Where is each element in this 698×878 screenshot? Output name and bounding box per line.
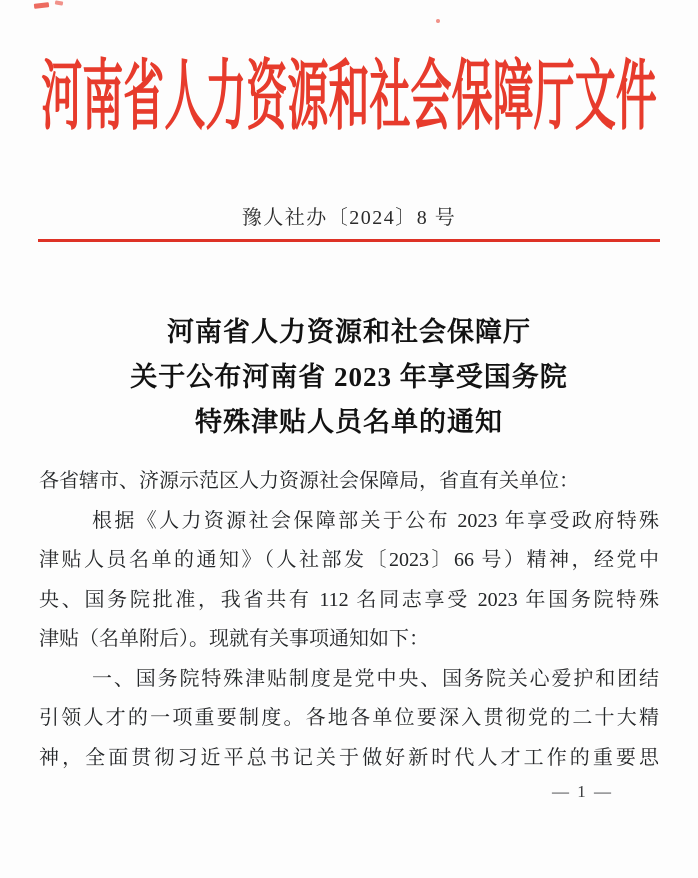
scan-artifact-mark [55, 0, 64, 5]
document-number: 豫人社办〔2024〕8 号 [241, 207, 457, 229]
body-line-5: 津贴（名单附后）。现就有关事项通知如下： [39, 628, 429, 650]
body-line-4: 央、国务院批准，我省共有 112 名同志享受 2023 年国务院特殊 [39, 588, 659, 611]
document-title-line-2: 关于公布河南省 2023 年享受国务院 [130, 362, 568, 392]
red-divider-line [38, 239, 660, 242]
letterhead-title: 河南省人力资源和社会保障厅文件 [41, 53, 657, 139]
scan-artifact-dot [436, 19, 440, 23]
document-title-line-1: 河南省人力资源和社会保障厅 [167, 317, 531, 347]
body-line-2: 根据《人力资源社会保障部关于公布 2023 年享受政府特殊 [92, 509, 659, 532]
letterhead [0, 40, 698, 140]
body-line-3: 津贴人员名单的通知》（人社部发〔2023〕66 号）精神，经党中 [39, 549, 659, 571]
body-line-6: 一、国务院特殊津贴制度是党中央、国务院关心爱护和团结 [92, 667, 659, 690]
document-title-line-3: 特殊津贴人员名单的通知 [195, 407, 503, 437]
body-line-1: 各省辖市、济源示范区人力资源社会保障局，省直有关单位： [39, 470, 579, 492]
document-body [39, 462, 659, 778]
document-title [0, 310, 698, 445]
scan-artifact-mark [34, 2, 49, 9]
page-number: — 1 — [552, 782, 613, 801]
body-line-7: 引领人才的一项重要制度。各地各单位要深入贯彻党的二十大精 [39, 707, 659, 729]
body-line-8: 神，全面贯彻习近平总书记关于做好新时代人才工作的重要思 [39, 746, 659, 769]
